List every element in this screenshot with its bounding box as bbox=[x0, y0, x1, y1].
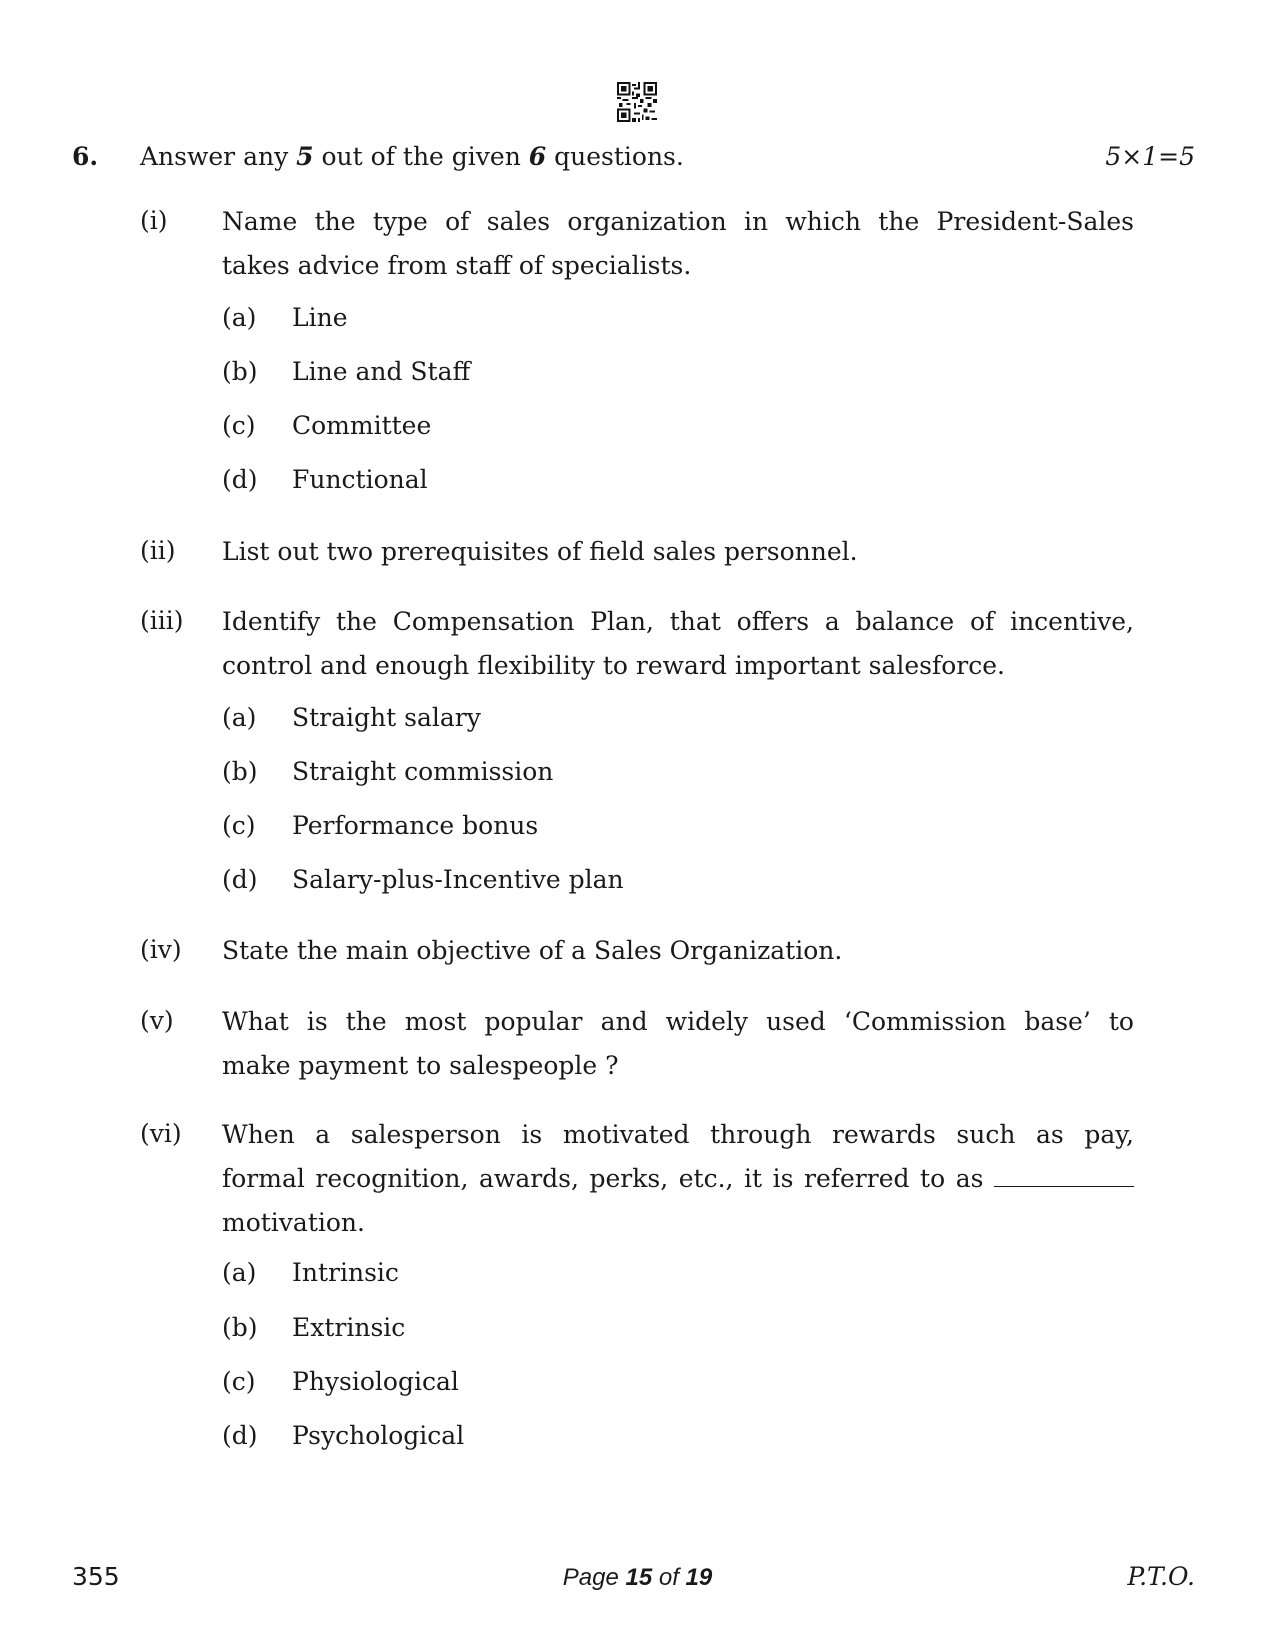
option-letter: (c) bbox=[222, 811, 256, 840]
option-letter: (d) bbox=[222, 465, 258, 494]
sub-question-label: (vi) bbox=[140, 1119, 182, 1148]
question-marks: 5×1=5 bbox=[1105, 142, 1195, 171]
option-letter: (b) bbox=[222, 357, 258, 386]
option-letter: (c) bbox=[222, 1367, 256, 1396]
option-letter: (b) bbox=[222, 1313, 258, 1342]
sub-question-label: (i) bbox=[140, 206, 168, 235]
question-number: 6. bbox=[72, 142, 99, 171]
pto-label: P.T.O. bbox=[1127, 1562, 1195, 1591]
sub-question-label: (iii) bbox=[140, 606, 184, 635]
paper-code: 355 bbox=[72, 1562, 120, 1591]
sub-question-text: List out two prerequisites of field sales personnel. bbox=[222, 537, 858, 566]
option-letter: (b) bbox=[222, 757, 258, 786]
option-text: Physiological bbox=[292, 1367, 459, 1396]
option-letter: (a) bbox=[222, 1258, 257, 1287]
option-letter: (d) bbox=[222, 1421, 258, 1450]
option-text: Straight salary bbox=[292, 703, 481, 732]
qr-code-icon bbox=[617, 82, 657, 122]
page-indicator: Page 15 of 19 bbox=[562, 1564, 713, 1591]
sub-question-label: (iv) bbox=[140, 935, 182, 964]
question-instruction: Answer any 5 out of the given 6 questions. bbox=[140, 142, 684, 171]
option-text: Psychological bbox=[292, 1421, 465, 1450]
option-text: Performance bonus bbox=[292, 811, 539, 840]
option-letter: (a) bbox=[222, 703, 257, 732]
sub-question-text: When a salesperson is motivated through rewards such as pay, formal recognition, awards, perks, etc., it is referred to as motivation. bbox=[222, 1120, 1134, 1237]
sub-question-text: What is the most popular and widely used ‘Commission base’ to make payment to salespeople ? bbox=[222, 1007, 1134, 1080]
option-text: Straight commission bbox=[292, 757, 554, 786]
option-letter: (c) bbox=[222, 411, 256, 440]
option-text: Line and Staff bbox=[292, 357, 471, 386]
option-text: Intrinsic bbox=[292, 1258, 399, 1287]
option-text: Line bbox=[292, 303, 348, 332]
option-text: Committee bbox=[292, 411, 432, 440]
sub-question-label: (v) bbox=[140, 1006, 174, 1035]
sub-question-label: (ii) bbox=[140, 536, 176, 565]
sub-question-text: State the main objective of a Sales Organization. bbox=[222, 936, 843, 965]
fill-in-blank bbox=[994, 1164, 1134, 1187]
option-text: Extrinsic bbox=[292, 1313, 406, 1342]
option-letter: (a) bbox=[222, 303, 257, 332]
option-text: Functional bbox=[292, 465, 428, 494]
option-letter: (d) bbox=[222, 865, 258, 894]
sub-question-text: Identify the Compensation Plan, that offers a balance of incentive, control and enough flexibility to reward important salesforce. bbox=[222, 607, 1134, 680]
option-text: Salary-plus-Incentive plan bbox=[292, 865, 624, 894]
sub-question-text: Name the type of sales organization in which the President-Sales takes advice from staff of specialists. bbox=[222, 207, 1134, 280]
